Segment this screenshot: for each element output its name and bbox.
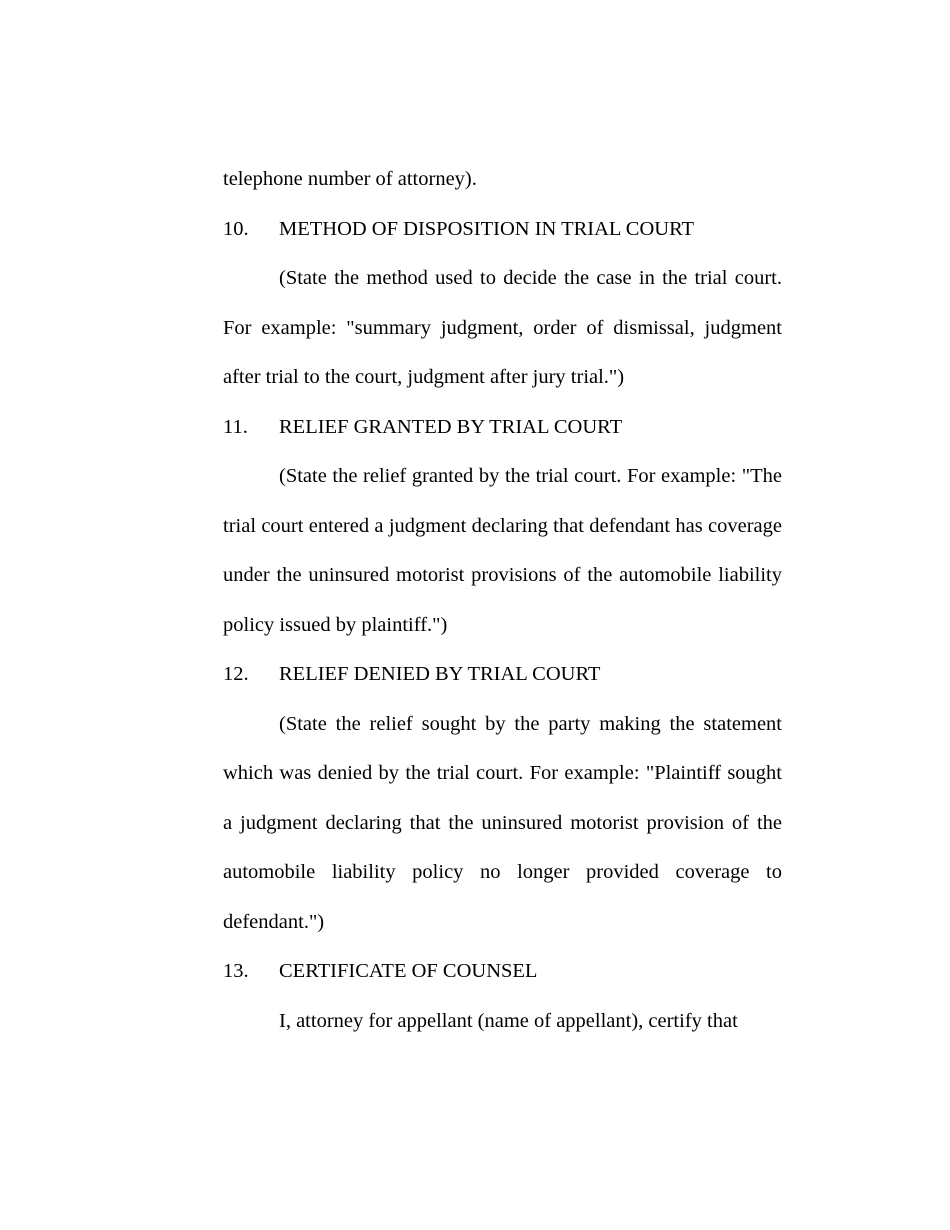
section-title: RELIEF GRANTED BY TRIAL COURT [279,415,623,438]
section-body-11: (State the relief granted by the trial court. For example: "The trial court entered a judgment declaring that defendant has coverage under the uninsured motorist provisions of the automobile liability policy issued by plaintiff.") [223,465,782,636]
section-heading-12 [223,650,782,700]
section-heading-13 [223,947,782,997]
section-number: 11. [223,415,248,438]
section-title: METHOD OF DISPOSITION IN TRIAL COURT [279,217,695,240]
section-body-12: (State the relief sought by the party making the statement which was denied by the trial court. For example: "Plaintiff sought a judgment declaring that the uninsured motorist provision of the automobile liability policy no longer provided coverage to defendant.") [223,712,782,933]
lead-paragraph: telephone number of attorney). [223,168,477,190]
section-number: 10. [223,217,249,240]
section-title: CERTIFICATE OF COUNSEL [279,960,538,982]
section-title: RELIEF DENIED BY TRIAL COURT [279,663,601,685]
section-number: 13. [223,960,249,982]
section-body-10: (State the method used to decide the case in the trial court. For example: "summary judgment, order of dismissal, judgment after trial to the court, judgment after jury trial.") [223,267,782,388]
section-heading-11 [223,403,782,453]
document-body [223,155,782,1046]
section-heading-10 [223,205,782,255]
section-number: 12. [223,663,249,685]
section-body-13: I, attorney for appellant (name of appellant), certify that [279,1009,738,1032]
